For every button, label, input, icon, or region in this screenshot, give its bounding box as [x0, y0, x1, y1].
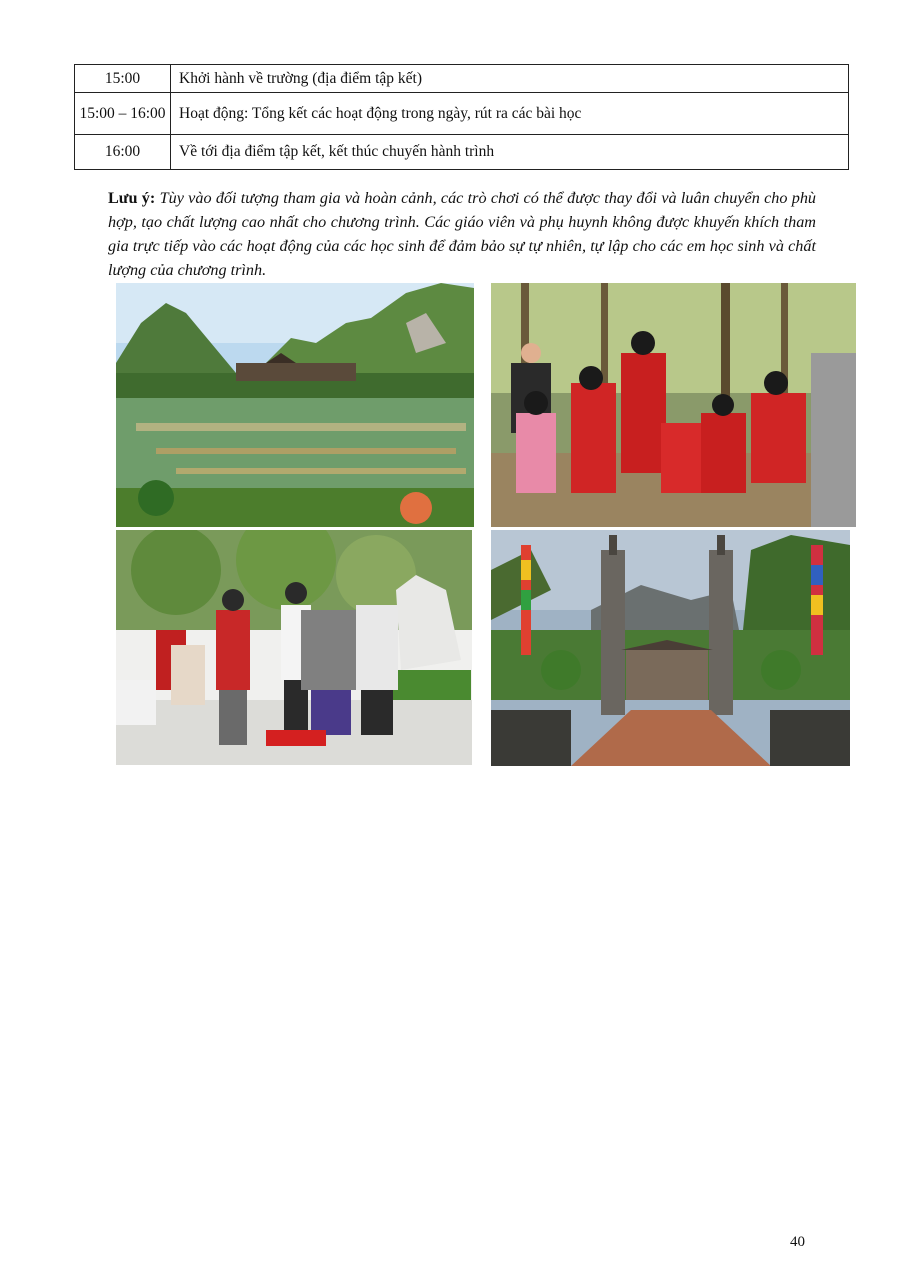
- photo-landscape-boats: [116, 283, 474, 527]
- table-row: [75, 93, 849, 135]
- activity-cell: Hoạt động: Tổng kết các hoạt động trong ngày, rút ra các bài học: [171, 93, 849, 135]
- time-cell: 15:00: [75, 65, 171, 93]
- time-cell: 15:00 – 16:00: [75, 93, 171, 135]
- photo-temple-gate: [491, 530, 850, 766]
- photo-team-activity: [116, 530, 472, 765]
- note-label: Lưu ý:: [108, 189, 156, 207]
- photo-students-forest: [491, 283, 856, 527]
- note-paragraph: [108, 186, 816, 282]
- time-cell: 16:00: [75, 135, 171, 170]
- table-row: [75, 65, 849, 93]
- table-row: [75, 135, 849, 170]
- activity-cell: Về tới địa điểm tập kết, kết thúc chuyến hành trình: [171, 135, 849, 170]
- activity-cell: Khởi hành về trường (địa điểm tập kết): [171, 65, 849, 93]
- schedule-table: [74, 64, 849, 170]
- note-text: Tùy vào đối tượng tham gia và hoàn cảnh, các trò chơi có thể được thay đổi và luân chuyển cho phù hợp, tạo chất lượng cao nhất cho chương trình. Các giáo viên và phụ huynh không được khuyến khích tham gia trực tiếp vào các hoạt động của các học sinh để đảm bảo sự tự nhiên, tự lập cho các em học sinh và chất lượng của chương trình.: [108, 189, 817, 279]
- page-number: 40: [790, 1234, 805, 1250]
